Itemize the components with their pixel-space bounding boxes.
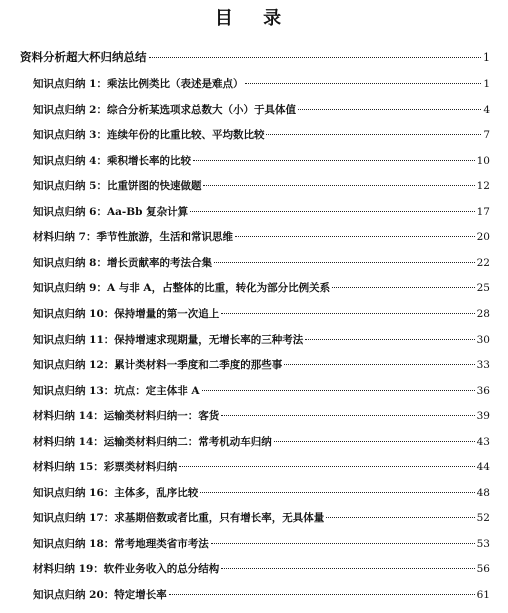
toc-entry-label: 知识点归纳 8：增长贡献率的考法合集	[33, 256, 212, 269]
toc-entry-label: 知识点归纳 9：A 与非 A，占整体的比重，转化为部分比例关系	[33, 282, 331, 295]
toc-entry[interactable]	[33, 101, 490, 119]
toc-entry-page: 20	[476, 231, 490, 244]
toc-entry[interactable]	[33, 75, 490, 93]
toc-entry[interactable]	[33, 382, 490, 400]
dot-leader	[298, 99, 481, 110]
toc-entry-label: 知识点归纳 2：综合分析某选项求总数大（小）于具体值	[33, 103, 296, 116]
dot-leader	[221, 558, 474, 569]
toc-entry-label: 材料归纳 7：季节性旅游，生活和常识思维	[33, 231, 233, 244]
toc-entry[interactable]	[33, 254, 490, 272]
toc-entry-page: 4	[483, 103, 490, 116]
toc-entry-page: 53	[476, 537, 490, 550]
toc-entry-page: 1	[483, 78, 490, 90]
toc-entry[interactable]	[33, 356, 490, 374]
toc-entry-page: 12	[476, 180, 490, 193]
dot-leader	[190, 201, 474, 212]
toc-entry-page: 39	[476, 410, 490, 423]
toc-entry-page: 28	[476, 307, 490, 320]
dot-leader	[332, 277, 475, 288]
toc-entry-label: 知识点归纳 16：主体多，乱序比较	[33, 486, 199, 499]
toc-entry-label: 知识点归纳 1：乘法比例类比（表述是难点）	[33, 78, 244, 90]
toc-entry-label: 知识点归纳 10：保持增量的第一次追上	[33, 307, 220, 320]
dot-leader	[203, 175, 474, 186]
toc-entry-page: 43	[476, 435, 490, 448]
toc-entry-page: 17	[476, 205, 490, 218]
toc-entry[interactable]	[33, 433, 490, 451]
dot-leader	[221, 405, 474, 416]
toc-entry-label: 知识点归纳 4：乘积增长率的比较	[33, 154, 191, 167]
dot-leader	[326, 507, 474, 518]
toc-entry[interactable]	[33, 560, 490, 578]
toc-entry[interactable]	[33, 203, 490, 221]
toc-entry[interactable]	[33, 484, 490, 502]
dot-leader	[221, 303, 474, 314]
dot-leader	[305, 329, 474, 340]
toc-entry[interactable]	[33, 535, 490, 553]
dot-leader	[245, 73, 481, 84]
toc-entry[interactable]	[33, 152, 490, 170]
toc-entry-label: 知识点归纳 18：常考地理类省市考法	[33, 537, 209, 550]
dot-leader	[169, 584, 475, 595]
toc-entry[interactable]	[33, 458, 490, 476]
toc-entry[interactable]	[33, 509, 490, 527]
toc-entry-label: 知识点归纳 5：比重饼图的快速做题	[33, 180, 202, 193]
toc-entry-page: 52	[476, 512, 490, 525]
dot-leader	[149, 47, 482, 58]
toc-entry-page: 56	[476, 563, 490, 576]
toc-entry-page: 25	[476, 282, 490, 295]
toc-entry[interactable]	[33, 305, 490, 323]
toc-entry-page: 48	[476, 486, 490, 499]
toc-entry[interactable]	[33, 228, 490, 246]
toc-entry-label: 知识点归纳 6：Aa-Bb 复杂计算	[33, 205, 189, 218]
toc-top-entry[interactable]	[20, 48, 490, 66]
toc-entry[interactable]	[33, 407, 490, 425]
toc-entry[interactable]	[33, 331, 490, 349]
toc-entry-label: 知识点归纳 17：求基期倍数或者比重，只有增长率，无具体量	[33, 512, 325, 525]
toc-entry[interactable]	[33, 586, 490, 604]
toc-entry-label: 知识点归纳 12：累计类材料一季度和二季度的那些事	[33, 359, 283, 372]
toc-entry-label: 材料归纳 14：运输类材料归纳二：常考机动车归纳	[33, 435, 272, 448]
toc-entry-label: 材料归纳 19：软件业务收入的总分结构	[33, 563, 220, 576]
dot-leader	[214, 252, 475, 263]
dot-leader	[179, 456, 474, 467]
toc-entry-page: 7	[483, 129, 490, 142]
dot-leader	[200, 482, 474, 493]
toc-entry-page: 44	[476, 461, 490, 474]
dot-leader	[274, 431, 475, 442]
toc-entry-page: 22	[476, 256, 490, 269]
page-title: 目 录	[214, 8, 294, 29]
toc-entry-label: 资料分析超大杯归纳总结	[20, 50, 147, 64]
toc-entry-label: 知识点归纳 3：连续年份的比重比较、平均数比较	[33, 129, 265, 142]
toc-entry-page: 30	[476, 333, 490, 346]
toc-entry-label: 材料归纳 15：彩票类材料归纳	[33, 461, 178, 474]
toc-entry-label: 材料归纳 14：运输类材料归纳一：客货	[33, 410, 220, 423]
dot-leader	[284, 354, 474, 365]
toc-entry-page: 10	[476, 154, 490, 167]
dot-leader	[193, 150, 475, 161]
toc-entry-label: 知识点归纳 11：保持增速求现期量，无增长率的三种考法	[33, 333, 304, 346]
toc-entry-label: 知识点归纳 20：特定增长率	[33, 589, 167, 601]
toc-entry-label: 知识点归纳 13：坑点：定主体非 A	[33, 384, 200, 397]
toc-entry[interactable]	[33, 279, 490, 297]
dot-leader	[202, 380, 475, 391]
dot-leader	[235, 226, 475, 237]
toc-entry-page: 33	[476, 359, 490, 372]
toc-entry[interactable]	[33, 177, 490, 195]
toc-entry-page: 36	[476, 384, 490, 397]
toc-entry-page: 61	[476, 589, 490, 601]
toc-entry[interactable]	[33, 126, 490, 144]
toc-entry-page: 1	[483, 51, 490, 64]
dot-leader	[211, 533, 475, 544]
dot-leader	[266, 124, 481, 135]
